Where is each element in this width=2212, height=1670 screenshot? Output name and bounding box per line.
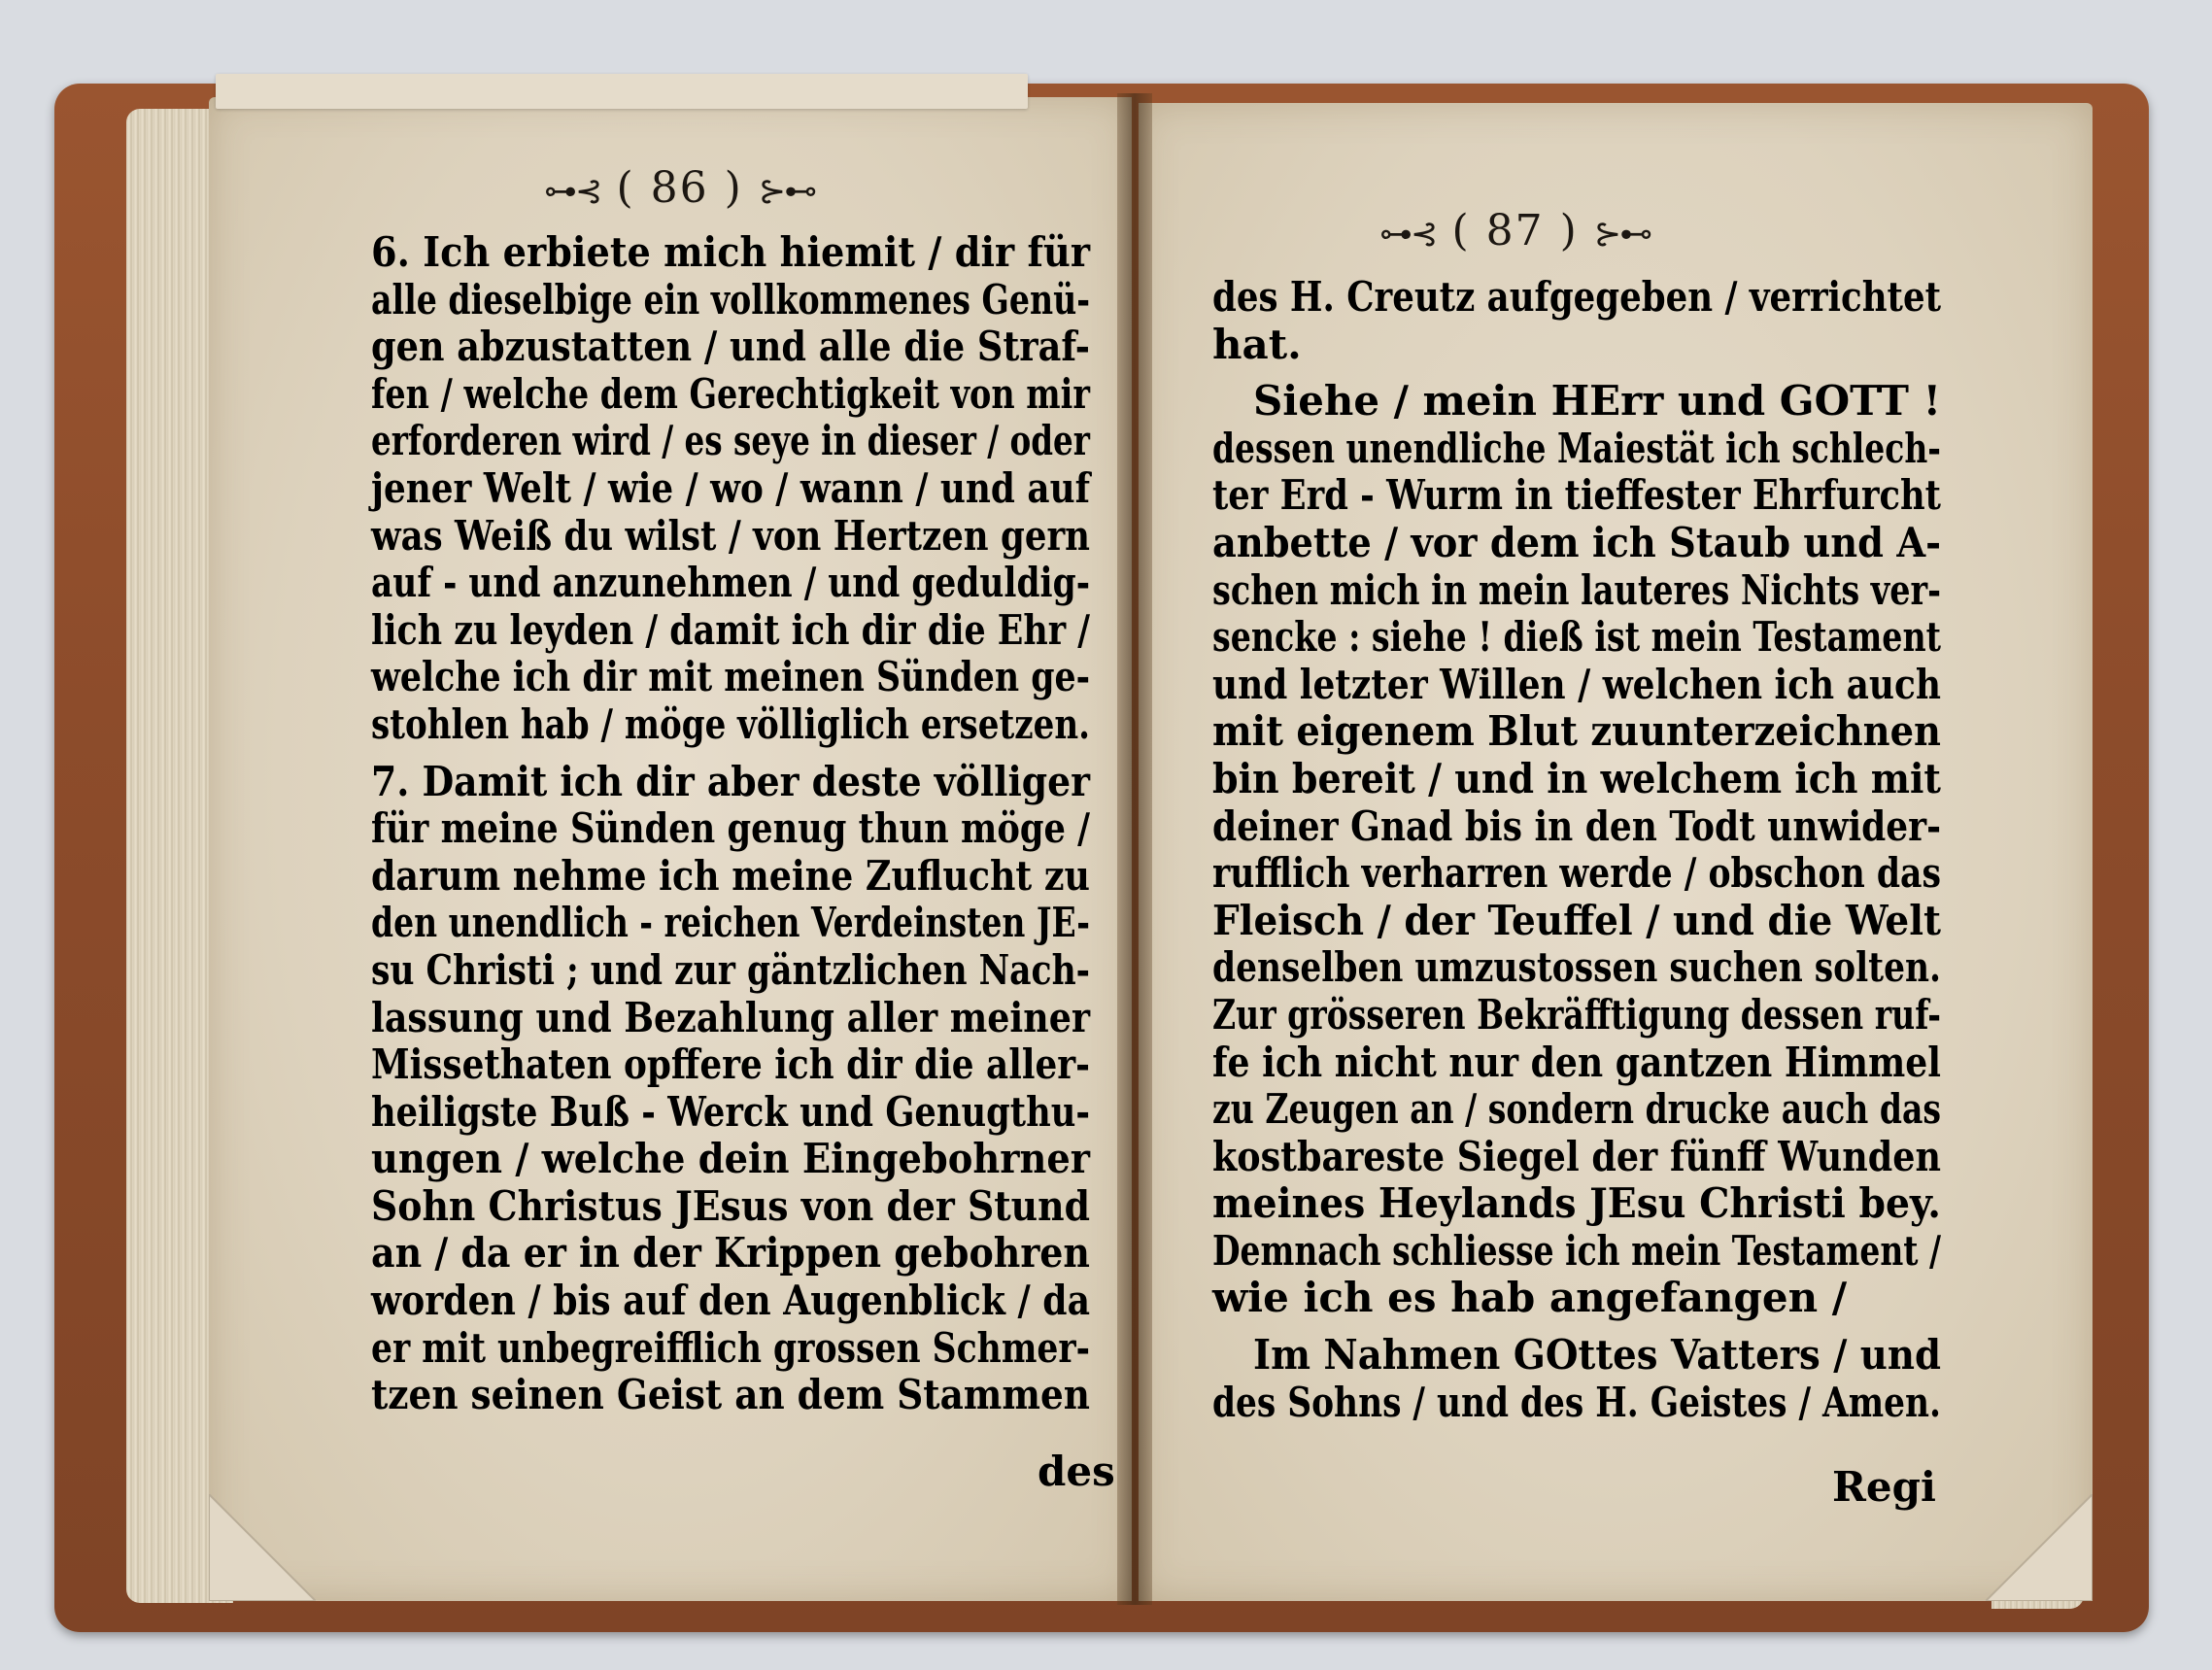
text-line: ter Erd - Wurm in tieffester Ehrfurcht: [1212, 471, 1941, 520]
text-line: zu Zeugen an / sondern drucke auch das: [1212, 1085, 1941, 1134]
text-line: alle dieselbige ein vollkommenes Genü-: [371, 275, 1090, 324]
text-line: auf - und anzunehmen / und geduldig-: [371, 559, 1090, 607]
text-line: anbette / vor dem ich Staub und A-: [1212, 518, 1941, 566]
text-line: ungen / welche dein Eingebohrner: [371, 1135, 1090, 1183]
text-line: jener Welt / wie / wo / wann / und auf: [371, 463, 1090, 512]
text-line: welche ich dir mit meinen Sünden ge-: [371, 653, 1090, 701]
text-line: er mit unbegreifflich grossen Schmer-: [371, 1323, 1090, 1372]
catchword: des: [1038, 1448, 1115, 1495]
ornament-left-icon: ⊶⊰: [544, 172, 601, 211]
catchword: Regi: [1832, 1463, 1936, 1511]
right-page-text: [1212, 274, 2142, 1426]
text-line: heiligste Buß - Werck und Genugthu-: [371, 1087, 1090, 1136]
text-line: wie ich es hab angefangen /: [1212, 1274, 1848, 1322]
text-line: Fleisch / der Teuffel / und die Welt: [1212, 896, 1941, 944]
text-line: rufflich verharren werde / obschon das: [1212, 849, 1941, 898]
text-line: 6. Ich erbiete mich hiemit / dir für: [371, 228, 1090, 276]
ornament-right-icon: ⊱⊷: [1593, 215, 1651, 254]
text-line: stohlen hab / möge völliglich ersetzen.: [371, 699, 1090, 748]
text-line: des Sohns / und des H. Geistes / Amen.: [1212, 1378, 1941, 1426]
text-line: tzen seinen Geist an dem Stammen: [371, 1371, 1090, 1419]
text-line: worden / bis auf den Augenblick / da: [371, 1277, 1090, 1325]
text-line: bin bereit / und in welchem ich mit: [1212, 754, 1941, 802]
text-line: lich zu leyden / damit ich dir die Ehr /: [371, 605, 1090, 654]
ornament-left-icon: ⊶⊰: [1379, 215, 1437, 254]
text-line: kostbareste Siegel der fünff Wunden: [1212, 1132, 1941, 1180]
text-line: lassung und Bezahlung aller meiner: [371, 993, 1090, 1041]
text-line: denselben umzustossen suchen solten.: [1212, 943, 1941, 992]
text-line: fen / welche dem Gerechtigkeit von mir: [371, 369, 1090, 418]
text-line: des H. Creutz aufgegeben / verrichtet: [1212, 273, 1941, 321]
text-line: mit eigenem Blut zuunterzeichnen: [1212, 707, 1941, 756]
text-line: was Weiß du wilst / von Hertzen gern: [371, 511, 1090, 560]
text-line: Demnach schliesse ich mein Testament /: [1212, 1226, 1941, 1275]
text-line: erforderen wird / es seye in dieser / oder: [371, 417, 1090, 465]
right-page-header: [1379, 206, 1650, 256]
left-page-text: [371, 229, 1297, 1419]
text-line: an / da er in der Krippen gebohren: [371, 1229, 1090, 1278]
text-line: für meine Sünden genug thun möge /: [371, 804, 1090, 853]
text-line: Missethaten opffere ich dir die aller-: [371, 1040, 1090, 1089]
text-line: deiner Gnad bis in den Todt unwider-: [1212, 801, 1941, 850]
text-line: Zur grösseren Bekräfftigung dessen ruf-: [1212, 990, 1941, 1039]
page-number: ( 86 ): [616, 163, 743, 213]
left-page-header: [544, 163, 815, 213]
text-line: hat.: [1212, 320, 1302, 368]
text-line: Im Nahmen GOttes Vatters / und: [1253, 1331, 1941, 1380]
text-line: darum nehme ich meine Zuflucht zu: [371, 851, 1090, 900]
text-line: schen mich in mein lauteres Nichts ver-: [1212, 565, 1941, 614]
text-line: gen abzustatten / und alle die Straf-: [371, 323, 1090, 371]
ornament-right-icon: ⊱⊷: [758, 172, 816, 211]
text-line: sencke : siehe ! dieß ist mein Testament: [1212, 613, 1941, 662]
text-line: Sohn Christus JEsus von der Stund: [371, 1181, 1090, 1230]
photo-corner-icon: [1986, 1494, 2093, 1601]
text-line: meines Heylands JEsu Christi bey.: [1212, 1179, 1941, 1228]
paper-slip: [216, 74, 1028, 109]
page-number: ( 87 ): [1451, 206, 1579, 256]
text-line: den unendlich - reichen Verdeinsten JE-: [371, 899, 1090, 947]
text-line: dessen unendliche Maiestät ich schlech-: [1212, 424, 1941, 472]
text-line: su Christi ; und zur gäntzlichen Nach-: [371, 945, 1090, 994]
text-line: 7. Damit ich dir aber deste völliger: [371, 757, 1090, 805]
photo-corner-icon: [209, 1494, 316, 1601]
text-line: Siehe / mein HErr und GOTT !: [1253, 377, 1941, 426]
text-line: fe ich nicht nur den gantzen Himmel: [1212, 1038, 1941, 1086]
text-line: und letzter Willen / welchen ich auch: [1212, 660, 1941, 708]
